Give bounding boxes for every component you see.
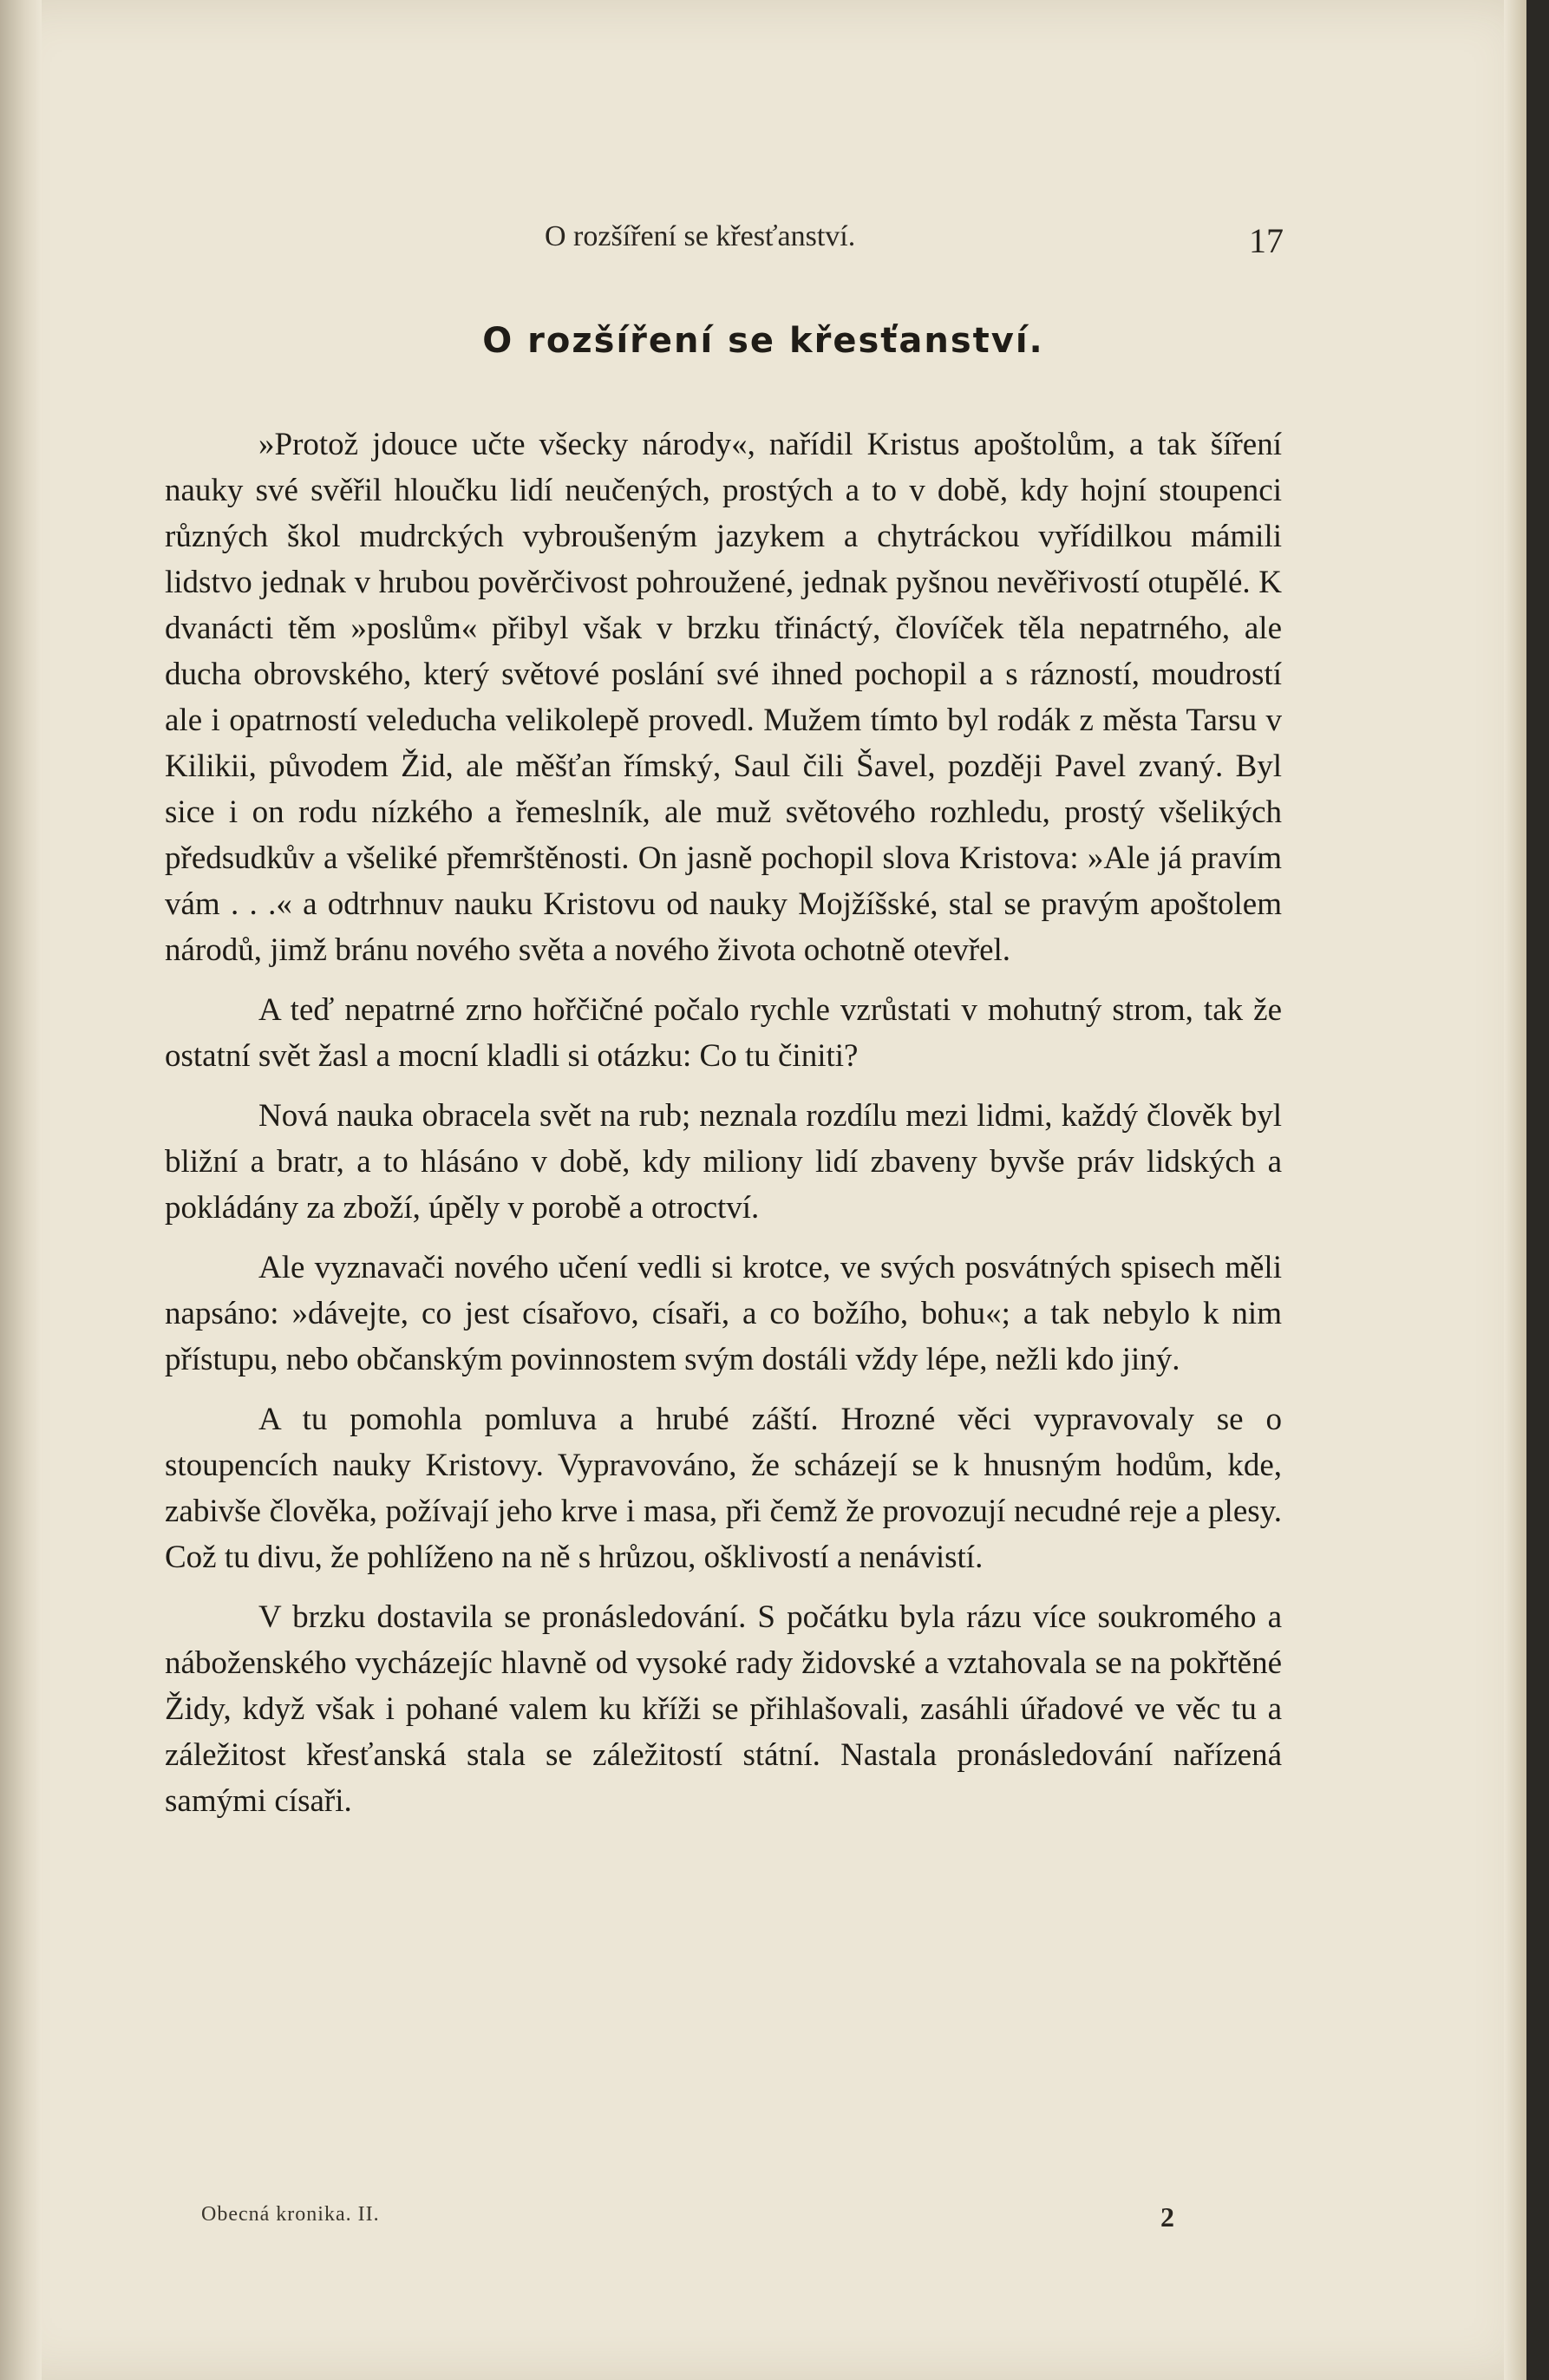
paragraph: Ale vyznavači nového učení vedli si krotce, ve svých posvátných spisech měli napsáno: »dávejte, co jest císařovo, císaři, a co božího, bohu«; a tak nebylo k nim přístupu, nebo občanským povinnostem svým dostáli vždy lépe, nežli kdo jiný. [165, 1250, 1282, 1377]
paragraph: V brzku dostavila se pronásledování. S počátku byla rázu více soukromého a náboženského vycházejíc hlavně od vysoké rady židovské a vztahovala se na pokřtěné Židy, když však i pohané valem ku kříži se přihlašovali, zasáhli úřadové ve věc tu a záležitost křesťanská stala se záležitostí státní. Nastala pronásledování nařízená samými císaři. [165, 1599, 1282, 1819]
running-title: O rozšíření se křesťanství. [545, 220, 856, 252]
paragraph: Nová nauka obracela svět na rub; neznala rozdílu mezi lidmi, každý člověk byl bližní a bratr, a to hlásáno v době, kdy miliony lidí zbaveny byvše práv lidských a pokládány za zboží, úpěly v porobě a otroctví. [165, 1098, 1282, 1226]
chapter-title: O rozšíření se křesťanství. [482, 321, 1044, 361]
page-number: 17 [1249, 221, 1284, 260]
paragraph: »Protož jdouce učte všecky národy«, nařídil Kristus apoštolům, a tak šíření nauky své svěřil hloučku lidí neučených, prostých a to v době, kdy hojní stoupenci různých škol mudrckých vybroušeným jazykem a chytráckou vyřídilkou mámili lidstvo jednak v hrubou pověrčivost pohroužené, jednak pyšnou nevěřivostí otupělé. K dvanácti těm »poslům« přibyl však v brzku třináctý, človíček těla nepatrného, ale ducha obrovského, který světové poslání své ihned pochopil a s rázností, moudrostí ale i opatrností veleducha velikolepě provedl. Mužem tímto byl rodák z města Tarsu v Kilikii, původem Žid, ale měšťan římský, Saul čili Šavel, později Pavel zvaný. Byl sice i on rodu nízkého a řemeslník, ale muž světového rozhledu, prostý všelikých předsudkův a všeliké přemrštěnosti. On jasně pochopil slova Kristova: »Ale já pravím vám . . .« a odtrhnuv nauku Kristovu od nauky Mojžíšské, stal se pravým apoštolem národů, jimž bránu nového světa a nového života ochotně otevřel. [165, 427, 1282, 968]
sheet-mark: 2 [1160, 2201, 1174, 2233]
signature-line: Obecná kronika. II. [201, 2203, 380, 2226]
paragraph: A tu pomohla pomluva a hrubé záští. Hrozné věci vypravovaly se o stoupencích nauky Kristovy. Vypravováno, že scházejí se k hnusným hodům, kde, zabivše člověka, požívají jeho krve i masa, při čemž že provozují necudné reje a plesy. Což tu divu, že pohlíženo na ně s hrůzou, ošklivostí a nenávistí. [165, 1402, 1282, 1575]
body-text [165, 422, 1282, 1838]
paragraph: A teď nepatrné zrno hořčičné počalo rychle vzrůstati v mohutný strom, tak že ostatní svět žasl a mocní kladli si otázku: Co tu činiti? [165, 992, 1282, 1074]
